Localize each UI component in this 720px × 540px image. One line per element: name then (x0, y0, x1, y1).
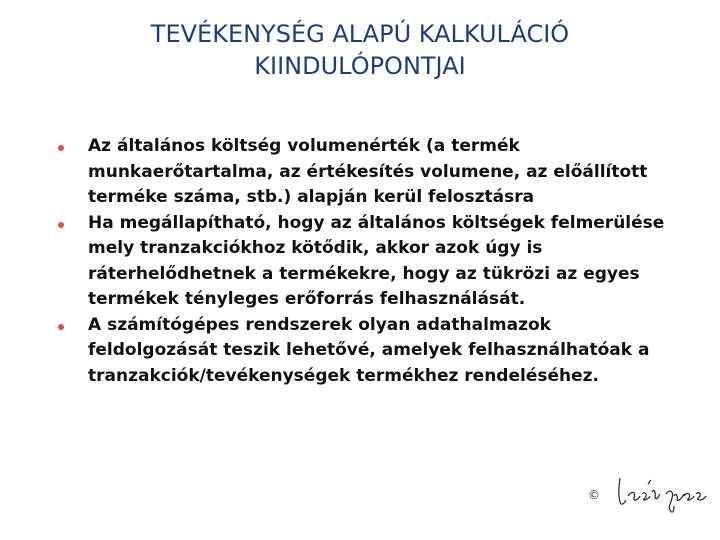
footer (588, 470, 712, 520)
bullet-text: Ha megállapítható, hogy az általános költségek felmerülése mely tranzakciókhoz kötődik, akkor azok úgy is ráterhelődhetnek a termékekre, hogy az tükrözi az egyes termékek tényleges erőforrás felhasználását. (88, 212, 665, 309)
bullet-list (56, 134, 676, 389)
copyright-symbol: © (588, 488, 600, 502)
slide-title (40, 18, 680, 82)
bullet-item (56, 134, 676, 211)
signature-icon (614, 470, 710, 520)
title-line-2: KIINDULÓPONTJAI (254, 52, 466, 80)
title-line-1: TEVÉKENYSÉG ALAPÚ KALKULÁCIÓ (150, 20, 570, 48)
bullet-item (56, 313, 676, 390)
bullet-text: A számítógépes rendszerek olyan adathalmazok feldolgozását teszik lehetővé, amelyek felhasználhatóak a tranzakciók/tevékenységek termékhez rendeléséhez. (88, 314, 650, 386)
bullet-text: Az általános költség volumenérték (a termék munkaerőtartalma, az értékesítés volumene, az előállított terméke száma, stb.) alapján kerül felosztásra (88, 136, 648, 207)
bullet-marker-icon (58, 324, 64, 330)
bullet-marker-icon (58, 145, 64, 151)
bullet-item (56, 211, 676, 313)
bullet-marker-icon (58, 222, 64, 228)
